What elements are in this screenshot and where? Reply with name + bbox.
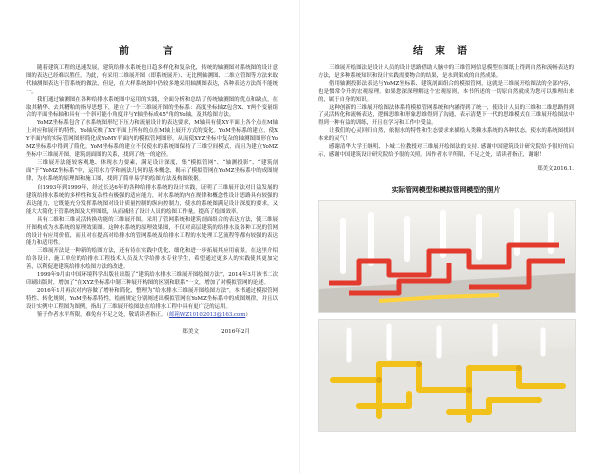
afterword-paragraph: 让我们的心灵回归自然，依据水的特性和生态要求来描绘人类赖水系统的各种状态，使水的系统图找回本来的灵气！: [318, 128, 574, 143]
preface-closing-text: 鉴于作者水平所限，难免有不足之处，敬请读者指正。（: [37, 311, 170, 318]
preface-signature: [26, 327, 278, 335]
pipe-model-photo-1: [318, 200, 576, 313]
pipe-model-photo-1-image: [319, 201, 575, 312]
afterword-paragraph: 这种创新的三维展开绘图法体系将模拟管网系统和内涵得到了统一，使设计人员的三维和二维思路得到了灵活转化和流畅表达，逻辑思维和形象思维得到了沟通，表示清楚下一代的思维模式在三维展开绘图法中得到一种有益的训练，开且在学习和工作中受益。: [318, 104, 574, 127]
afterword-paragraph: 三维展开绘图法是设计人员的设计思路借助人脑中的三维管网信息模型在图纸上得到自然和流畅表达的方法，是多种系统知识和设计实践需要物合的结果，是水到渠成的自然成果。: [318, 65, 574, 79]
preface-body: [26, 65, 278, 320]
afterword-paragraph: 借用轴测投影法表达与YoMZ坐标系、建筑剖面组合的模拟管网，这就是三维展开绘图法的全部内容，也是惯常令升的宏观原理。如果您深深理解这个宏观原则，本书所述的一切原自然就成为您可以推理出来的，属于自身的知识。: [318, 80, 574, 103]
pipe-model-photo-2-image: [319, 320, 575, 431]
preface-paragraph: 三维展开法是一种新的绘图方法，还有待在实践中优化、细化和进一步拓展其应用前景。在这里介绍给各设计、施工单位的给排水工程技术人员及大学给排水专业学生，希望通过更多人的实践使其更加完善，以利促进建筑给排水绘图方法的改进。: [26, 248, 278, 271]
preface-closing: [26, 312, 278, 320]
preface-date: 2016年2月: [221, 328, 250, 335]
email-link[interactable]: 邮箱WZ10102013@163.com: [169, 311, 246, 318]
preface-paragraph: 具有二维和三维灵活转换功能的三维展开图，采用了管网系统和建筑剖面组合的表达方法，使三维展开图构成为水系统的原理效果图。这种水系统的原理效果图，不仅对高层建筑的给排水及各种工况的管网的设计有应用价值，而且对在提高对给排水的管网系统及给排水工程的水处理工艺流程等都有较强的表达能力和适用性。: [26, 216, 278, 247]
preface-paragraph: 随着建筑工程的迅速发展，建筑给排水系统也日趋多样化和复杂化，传统的轴测图对系统图的设计意图的表达已经难以胜任。为此，有采用二维展开图（即系统展开）、无比例轴测图、二维立管图等方法来取代轴测图表达干管系统的做法，但是，在大样系统图中仍较多地采用轴测图表达，各种表达方法尚不能统一。: [26, 65, 278, 95]
photo-caption: 实际管网模型和模拟管网模型的照片: [391, 185, 501, 194]
preface-paragraph: 三维展开法能较客观地、体现水力要素，满足设计深度，集“模拟管网”、“轴测投影”、“建筑剖面”于“YoMZ坐标系”中，运用水力学和画法几何的基本概念，揭示了模拟管网在YoMZ坐标系中的成图规律，为水系统的原理图和施工图，找到了简单易学的绘图方法及构图依据。: [26, 159, 278, 182]
pipe-model-photo-2: [318, 319, 576, 432]
preface-paragraph: 2016年1月再次对内容做了增补和简化，整理为“给水排水三维展开图绘图方法”，本书通过模拟管网特性、转化规则，YoM坐标系特性，绘画规定分别阐述出模拟管网在YoMZ坐标系中的成图规律，并且以设计实例中工程图为图例，指出了三维展开绘图法在给排水工程中具有更广泛的运用。: [26, 287, 278, 310]
preface-title: 前 言: [119, 46, 185, 57]
preface-paragraph: YoMZ坐标系包含了水系统图形纪下压力和流量设计的表达要求，M轴具有使XY平面上各个点在M轴上对应和展开的特性，Yo轴反映了XY平面上所有的点在M轴上展开方式的变化。YoM坐标系的建立，使XY平面内的实际管网图形简化成YoMY平面内的模拟管网图形，从而使XYZ坐标中复杂的轴测图图形在YoMZ坐标系中得到了简化。YoM坐标系的建立不仅使水的系统图保持了三维空间模式，而且为建立YoMZ坐标中三维展开图，建筑剖面图的关系，找到了统一的途径。: [26, 120, 278, 158]
afterword-page: [300, 0, 600, 474]
preface-paragraph: 我们通过轴测图在各种给排水系统图中运用的实践，全面分析和总结了传统轴测图的优点和缺点，在取其精华、去其糟粕的指导思想下，建立了一个三维展开图的坐标系：高度坐标轴Z包含X、Y两个变量组合的平面坐标轴和具有一个斜可能小角度并与Y轴坐标成45°角的Yo轴，及其绘图方法。: [26, 96, 278, 119]
preface-author: 郑美文: [182, 328, 200, 335]
afterword-body: [318, 65, 574, 160]
afterword-title: 结束语: [413, 46, 479, 57]
afterword-paragraph: 感谢清华大学王继明、卜城二位教授对三维展开绘图法的支持. 感谢中国建筑设计研究院给予很好的启示，感谢中国建筑设计研究院给予很的关照。因作者水平所限，不足之处，请读者指正，谢谢！: [318, 144, 574, 158]
afterword-signature: 郑美文2016.1.: [537, 165, 574, 172]
preface-paragraph: 自1993年到1999年，经过长达6年的各种给排水系统的设计实践，证明了三维展开法对日益发展的建筑给排水系统的多样性和复杂性有极强的适应能力，对水系统的内在规律和概念性设计思路具有较强的表达能力，它既能充分发挥系统图对设计质量控制的纵向控制力，使水的系统图满足设计深度的要求，又能大大简化于管系统图及大样图纸，从而减轻了设计人员的绘图工作量，提高了绘图效率。: [26, 185, 278, 215]
preface-paragraph: 1999年9月由中国环境科学出版社出版了“建筑给水排水三维展开图绘图方法”，2014年3月该书二次印刷出版时，增加了“在XYZ坐标系中制三种展开构图的区别和联系”一文，增加了对模拟管网的论述。: [26, 272, 278, 286]
preface-closing-end: ）: [245, 311, 251, 318]
